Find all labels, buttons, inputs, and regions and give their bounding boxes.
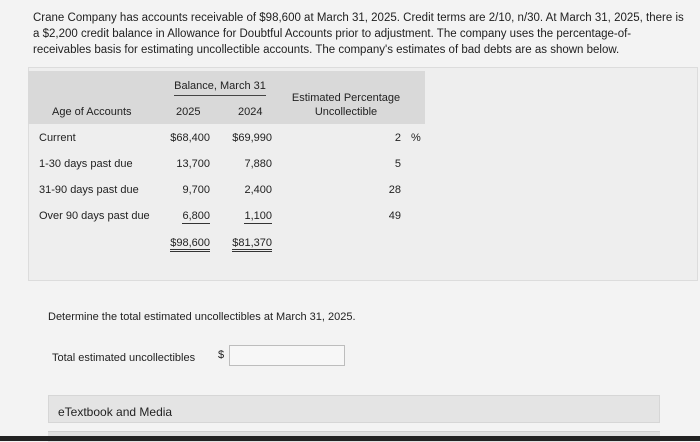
task-instruction: Determine the total estimated uncollectibles at March 31, 2025. [48, 311, 356, 323]
row-pct-1-30: 5 [394, 158, 401, 170]
row-age-over-90: Over 90 days past due [39, 210, 150, 222]
currency-symbol: $ [218, 349, 225, 361]
row-2025-current: $68,400 [170, 132, 210, 144]
etextbook-media-section[interactable]: eTextbook and Media [48, 395, 660, 423]
header-estimated-percentage: Estimated Percentage Uncollectible [291, 92, 401, 118]
total-estimated-input[interactable] [229, 345, 345, 366]
header-2024: 2024 [238, 106, 263, 118]
row-2024-1-30: 7,880 [244, 158, 272, 170]
header-age: Age of Accounts [52, 106, 132, 118]
row-pct-31-90: 28 [388, 184, 401, 196]
row-age-1-30: 1-30 days past due [39, 158, 133, 170]
row-pct-current: 2 [394, 132, 401, 144]
percent-sign: % [411, 132, 421, 144]
total-2025: $98,600 [150, 237, 210, 249]
row-age-31-90: 31-90 days past due [39, 184, 139, 196]
problem-intro: Crane Company has accounts receivable of $98,600 at March 31, 2025. Credit terms are 2/10, n/30. At March 31, 2025, there is a $2,200 credit balance in Allowance for Doubtful Accounts prior to adjustment. The company uses the percentage-of-receivables basis for estimating uncollectible accounts. The company's estimates of bad debts are as shown below. [33, 12, 684, 56]
header-2025: 2025 [176, 106, 201, 118]
window-bottom-edge [0, 436, 700, 441]
row-2025-over-90: 6,800 [182, 210, 210, 222]
total-2024: $81,370 [212, 237, 272, 249]
row-age-current: Current [39, 132, 76, 144]
header-balance: Balance, March 31 [174, 80, 266, 96]
row-2024-current: $69,990 [232, 132, 272, 144]
row-pct-over-90: 49 [388, 210, 401, 222]
total-estimated-label: Total estimated uncollectibles [52, 352, 196, 364]
row-2024-31-90: 2,400 [244, 184, 272, 196]
row-2025-1-30: 13,700 [176, 158, 210, 170]
row-2024-over-90: 1,100 [244, 210, 272, 222]
row-2025-31-90: 9,700 [182, 184, 210, 196]
